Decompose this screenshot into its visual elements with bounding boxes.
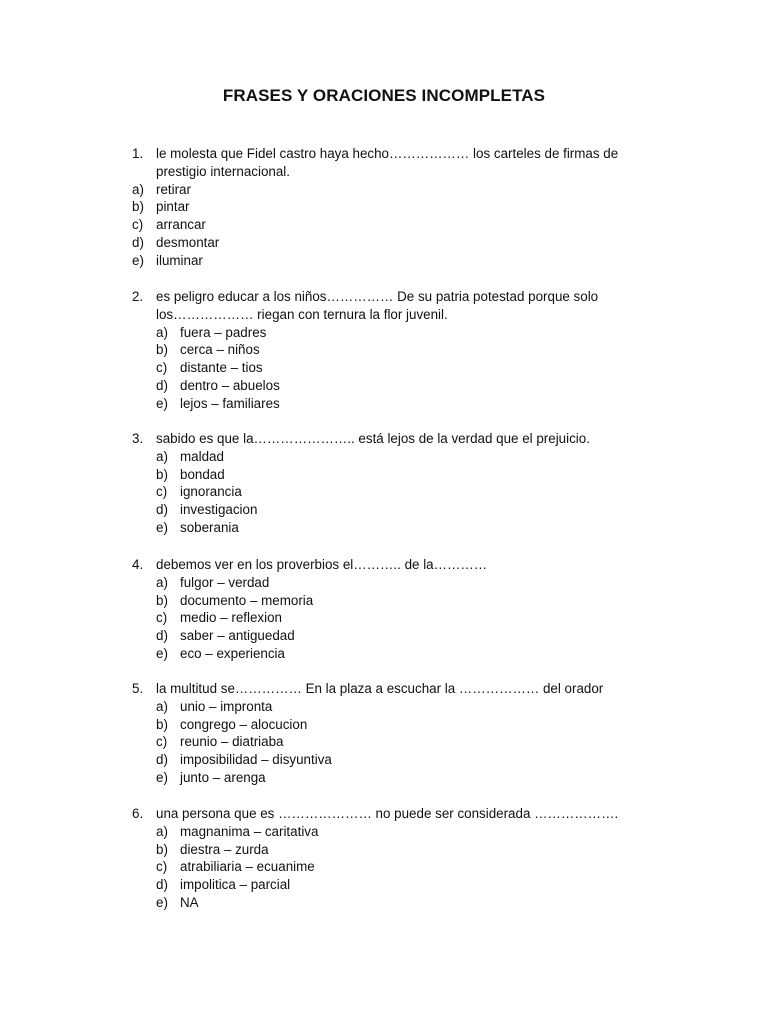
option-letter: c) — [156, 360, 168, 376]
question-text: es peligro educar a los niños…………… De su patria potestad porque solo — [156, 289, 599, 304]
question-text: una persona que es ………………… no puede ser considerada ………………. — [156, 806, 619, 821]
option-letter: a) — [156, 823, 168, 839]
option-letter: a) — [156, 324, 168, 340]
option-text: cerca – niños — [180, 342, 260, 358]
question-number: 1. — [132, 146, 144, 161]
option-text: imposibilidad – disyuntiva — [180, 752, 332, 768]
option-text: bondad — [180, 466, 225, 482]
page-title: FRASES Y ORACIONES INCOMPLETAS — [222, 86, 546, 105]
question-number: 5. — [132, 681, 144, 696]
option-text: investigacion — [180, 502, 258, 518]
option-letter: c) — [156, 859, 168, 875]
option-letter: d) — [156, 378, 168, 393]
option-text: diestra – zurda — [180, 841, 269, 857]
option-letter: b) — [156, 841, 168, 857]
option-letter: b) — [132, 199, 144, 215]
option-text: iluminar — [156, 252, 203, 268]
question-number: 4. — [132, 557, 144, 572]
option-text: fuera – padres — [180, 324, 267, 340]
option-letter: b) — [156, 592, 168, 608]
option-letter: b) — [156, 342, 168, 358]
option-text: distante – tios — [180, 360, 263, 376]
option-text: atrabiliaria – ecuanime — [180, 859, 315, 875]
question-text: los……………… riegan con ternura la flor juvenil. — [156, 306, 448, 322]
option-text: fulgor – verdad — [180, 574, 270, 590]
option-letter: c) — [156, 610, 168, 626]
option-text: medio – reflexion — [180, 610, 282, 626]
option-letter: a) — [156, 698, 168, 714]
question-text: sabido es que la………………….. está lejos de la verdad que el prejuicio. — [156, 431, 590, 446]
option-letter: d) — [156, 877, 168, 893]
question-text: debemos ver en los proverbios el……….. de la………… — [156, 557, 488, 572]
option-text: maldad — [180, 448, 224, 464]
question-number: 2. — [132, 289, 144, 304]
option-letter: e) — [156, 395, 168, 411]
option-letter: e) — [156, 895, 168, 910]
question-text: la multitud se…………… En la plaza a escuchar la ……………… del orador — [156, 681, 604, 696]
option-letter: e) — [156, 770, 168, 785]
question-text: prestigio internacional. — [156, 163, 290, 179]
option-text: desmontar — [156, 235, 220, 250]
option-text: ignorancia — [180, 484, 242, 500]
option-text: saber – antiguedad — [180, 628, 295, 644]
option-text: soberania — [180, 520, 239, 535]
option-letter: c) — [132, 217, 144, 233]
option-letter: e) — [156, 520, 168, 535]
option-text: impolitica – parcial — [180, 877, 291, 893]
option-letter: e) — [156, 646, 168, 661]
option-letter: a) — [132, 181, 144, 197]
question-number: 6. — [132, 806, 144, 821]
option-text: NA — [180, 895, 199, 910]
option-text: dentro – abuelos — [180, 378, 280, 393]
option-text: junto – arenga — [180, 770, 266, 785]
option-text: retirar — [156, 181, 191, 197]
option-text: documento – memoria — [180, 592, 314, 608]
option-letter: d) — [156, 628, 168, 644]
option-letter: d) — [156, 502, 168, 518]
option-letter: d) — [156, 752, 168, 768]
option-text: lejos – familiares — [180, 395, 280, 411]
question-text: le molesta que Fidel castro haya hecho……………… los carteles de firmas de — [156, 146, 619, 161]
option-letter: b) — [156, 466, 168, 482]
option-letter: a) — [156, 574, 168, 590]
option-letter: c) — [156, 734, 168, 750]
option-text: unio – impronta — [180, 698, 273, 714]
option-letter: b) — [156, 716, 168, 732]
option-letter: c) — [156, 484, 168, 500]
option-text: magnanima – caritativa — [180, 823, 319, 839]
option-text: pintar — [156, 199, 190, 215]
option-letter: d) — [132, 235, 144, 250]
option-text: congrego – alocucion — [180, 716, 308, 732]
option-text: reunio – diatriaba — [180, 734, 284, 750]
option-text: eco – experiencia — [180, 646, 285, 661]
option-letter: a) — [156, 448, 168, 464]
option-letter: e) — [132, 252, 144, 268]
question-number: 3. — [132, 431, 144, 446]
option-text: arrancar — [156, 217, 206, 233]
